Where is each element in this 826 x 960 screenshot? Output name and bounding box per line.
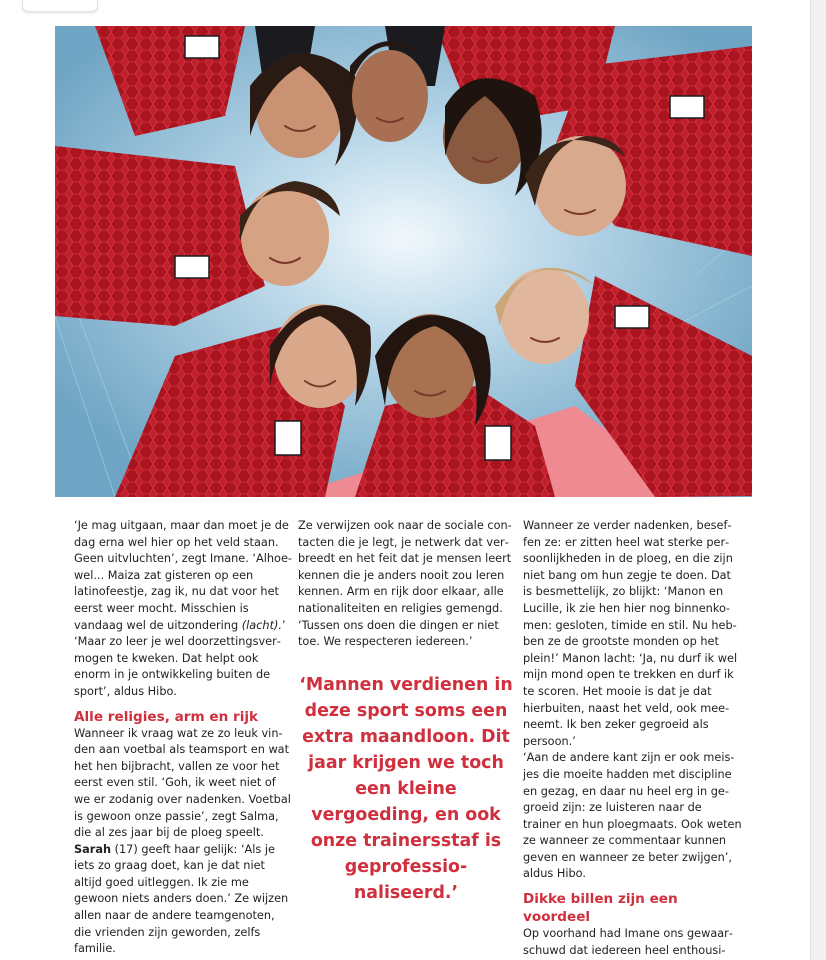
article-column-3 [523, 518, 743, 959]
team-photo-illustration [55, 26, 752, 497]
section-heading: Dikke billen zijn een voordeel [523, 891, 678, 926]
article-column-1 [74, 518, 292, 958]
article-column-2 [298, 518, 514, 651]
paragraph: ‘Aan de andere kant zijn er ook meisjes die moeite hadden met discipline en gezag, en daar nu heel erg in gegroeid zijn: ze luisteren naar de trainer en hun ploegmaats. Ook weten ze wanneer ze commentaar kunnen geven en wanneer ze beter zwijgen’, aldus Hibo. [523, 751, 742, 881]
paragraph: Sarah (17) geeft haar gelijk: ‘Als je iets zo graag doet, kan je dat niet altijd goed uitleggen. Ik zie me gewoon niets anders doen.’ Ze wijzen allen naar de andere teamgenoten, die vrienden zijn geworden, zelfs familie. [74, 842, 289, 956]
paragraph: Op voorhand had Imane ons gewaarschuwd dat iedereen heel enthousi- [523, 927, 733, 957]
paragraph: Ze verwijzen ook naar de sociale contacten die je legt, je netwerk dat verbreedt en het feit dat je mensen leert kennen die je anders nooit zou leren kennen. Arm en rijk door elkaar, alle nationaliteiten en religies gemengd. ‘Tussen ons doen die dingen er niet toe. We respecteren iedereen.’ [298, 519, 512, 649]
top-tab[interactable] [22, 0, 98, 12]
team-photo [55, 26, 752, 497]
paragraph: ‘Maar zo leer je wel doorzettingsvermogen te kweken. Dat helpt ook enorm in je ontwikkeling buiten de sport’, aldus Hibo. [74, 635, 281, 698]
pull-quote: ‘Mannen verdienen in deze sport soms een extra maandloon. Dit jaar krijgen we toch een kleine vergoeding, en ook onze trainersstaf is geprofessionaliseerd.’ [299, 675, 513, 903]
section-heading: Alle religies, arm en rijk [74, 708, 259, 725]
paragraph: ‘Je mag uitgaan, maar dan moet je de dag erna wel hier op het veld staan. Geen uitvluchten’, zegt Imane. ‘Alhoewel... Maiza zat gisteren op een latinofeestje, zag ik, nu dat voor het eerst weer mocht. Misschien is vandaag wel de uitzondering (lacht).’ [74, 519, 292, 632]
paragraph: Wanneer ze verder nadenken, beseffen ze: er zitten heel wat sterke persoonlijkheden in de ploeg, en die zijn niet bang om hun zegje te doen. Dat is besmettelijk, zo blijkt: ‘Manon en Lucille, ik zie hen hier nog binnenkomen: gesloten, timide en stil. Nu hebben ze de grootste monden op het plein!’ Manon lacht: ‘Ja, nu durf ik wel mijn mond open te trekken en durf ik te scoren. Het mooie is dat je dat hierbuiten, naast het veld, ook meeneemt. Ik ben zeker gegroeid als persoon.’ [523, 519, 738, 748]
paragraph: Wanneer ik vraag wat ze zo leuk vinden aan voetbal als teamsport en wat het hen bijbracht, vallen ze voor het eerst even stil. ‘Goh, ik weet niet of we er zodanig over nadenken. Voetbal is gewoon onze passie’, zegt Salma, die al zes jaar bij de ploeg speelt. [74, 726, 291, 840]
scrollbar[interactable] [810, 0, 826, 960]
